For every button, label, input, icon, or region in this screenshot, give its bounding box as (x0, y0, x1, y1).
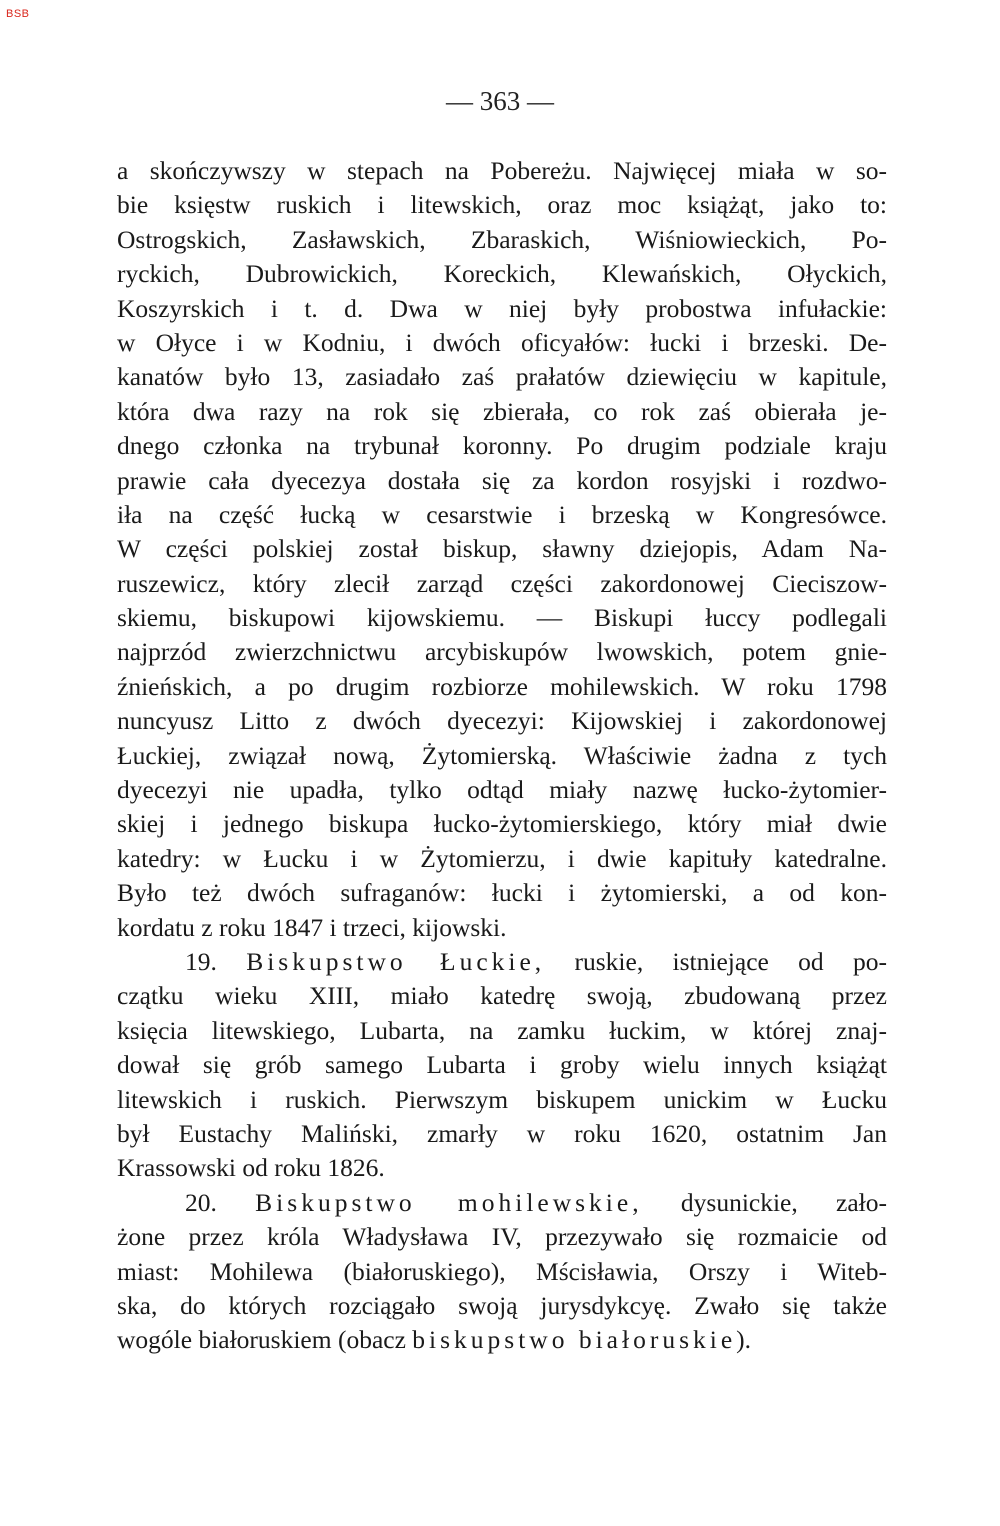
text-line: bie księstw ruskich i litewskich, oraz moc książąt, jako to: (117, 190, 887, 220)
paragraph-continuation (117, 154, 887, 945)
text-line: dnego członka na trybunał koronny. Po drugim podziale kraju (117, 431, 887, 461)
text-line: kanatów było 13, zasiadało zaś prałatów dziewięciu w kapitule, (117, 362, 887, 392)
text-line: żone przez króla Władysława IV, przezywało się rozmaicie od (117, 1222, 887, 1252)
text-line: która dwa razy na rok się zbierała, co rok zaś obierała je- (117, 396, 887, 426)
text-line: w Ołyce i w Kodniu, i dwóch oficyałów: łucki i brzeski. De- (117, 327, 887, 357)
text-line: a skończywszy w stepach na Pobereżu. Najwięcej miała w so- (117, 156, 887, 185)
text-line: czątku wieku XIII, miało katedrę swoją, zbudowaną przez (117, 981, 887, 1011)
paragraph-first-line (117, 945, 887, 979)
cross-reference: biskupstwo białoruskie (412, 1325, 737, 1355)
section-heading: Biskupstwo mohilewskie, (255, 1187, 643, 1217)
closing-line (117, 1323, 887, 1357)
first-line-rest: dysunickie, zało- (680, 1187, 887, 1217)
text-line: skiemu, biskupowi kijowskiemu. — Biskupi łuccy podlegali (117, 603, 887, 633)
closing-prefix: wogóle białoruskiem (obacz (117, 1325, 406, 1355)
text-line: dyecezyi nie upadła, tylko odtąd miały nazwę łucko-żytomier- (117, 775, 887, 805)
page-body (117, 154, 887, 1358)
text-line: Było też dwóch sufraganów: łucki i żytomierski, a od kon- (117, 878, 887, 908)
library-stamp: BSB (6, 8, 30, 20)
section-number: 19. (185, 946, 217, 976)
section-heading: Biskupstwo Łuckie, (246, 946, 546, 976)
text-line: najprzód zwierzchnictwu arcybiskupów lwowskich, potem gnie- (117, 637, 887, 667)
page-number: — 363 — (446, 86, 554, 116)
text-line: dował się grób samego Lubarta i groby wielu innych książąt (117, 1050, 887, 1080)
text-line: księcia litewskiego, Lubarta, na zamku łuckim, w której znaj- (117, 1015, 887, 1045)
text-line: Koszyrskich i t. d. Dwa w niej były probostwa infułackie: (117, 293, 887, 323)
text-line: ska, do których rozciągało swoją jurysdykcyę. Zwało się także (117, 1290, 887, 1320)
text-line: kordatu z roku 1847 i trzeci, kijowski. (117, 912, 507, 942)
text-line: źnieńskich, a po drugim rozbiorze mohilewskich. W roku 1798 (117, 671, 887, 701)
text-line: Łuckiej, związał nową, Żytomierską. Właściwie żadna z tych (117, 740, 887, 770)
text-line: ryckich, Dubrowickich, Koreckich, Klewańskich, Ołyckich, (117, 259, 887, 289)
text-line: litewskich i ruskich. Pierwszym biskupem unickim w Łucku (117, 1084, 887, 1114)
text-line: iła na część łucką w cesarstwie i brzeską w Kongresówce. (117, 499, 887, 529)
text-line: W części polskiej został biskup, sławny dziejopis, Adam Na- (117, 534, 887, 564)
text-line: Krassowski od roku 1826. (117, 1153, 385, 1183)
paragraph-first-line (117, 1186, 887, 1220)
text-line: skiej i jednego biskupa łucko-żytomierskiego, który miał dwie (117, 809, 887, 839)
paragraph-diocese-20 (117, 1186, 887, 1358)
closing-suffix: ). (736, 1325, 752, 1355)
text-line: Ostrogskich, Zasławskich, Zbaraskich, Wiśniowieckich, Po- (117, 224, 887, 254)
text-line: miast: Mohilewa (białoruskiego), Mścisławia, Orszy i Witeb- (117, 1256, 887, 1286)
text-line: katedry: w Łucku i w Żytomierzu, i dwie kapituły katedralne. (117, 843, 887, 873)
text-line: ruszewicz, który zlecił zarząd części zakordonowej Cieciszow- (117, 568, 887, 598)
first-line-rest: ruskie, istniejące od po- (574, 946, 887, 976)
text-line: był Eustachy Maliński, zmarły w roku 1620, ostatnim Jan (117, 1118, 887, 1148)
section-number: 20. (185, 1187, 217, 1217)
text-line: prawie cała dyecezya dostała się za kordon rosyjski i rozdwo- (117, 465, 887, 495)
paragraph-diocese-19 (117, 945, 887, 1186)
text-line: nuncyusz Litto z dwóch dyecezyi: Kijowskiej i zakordonowej (117, 706, 887, 736)
